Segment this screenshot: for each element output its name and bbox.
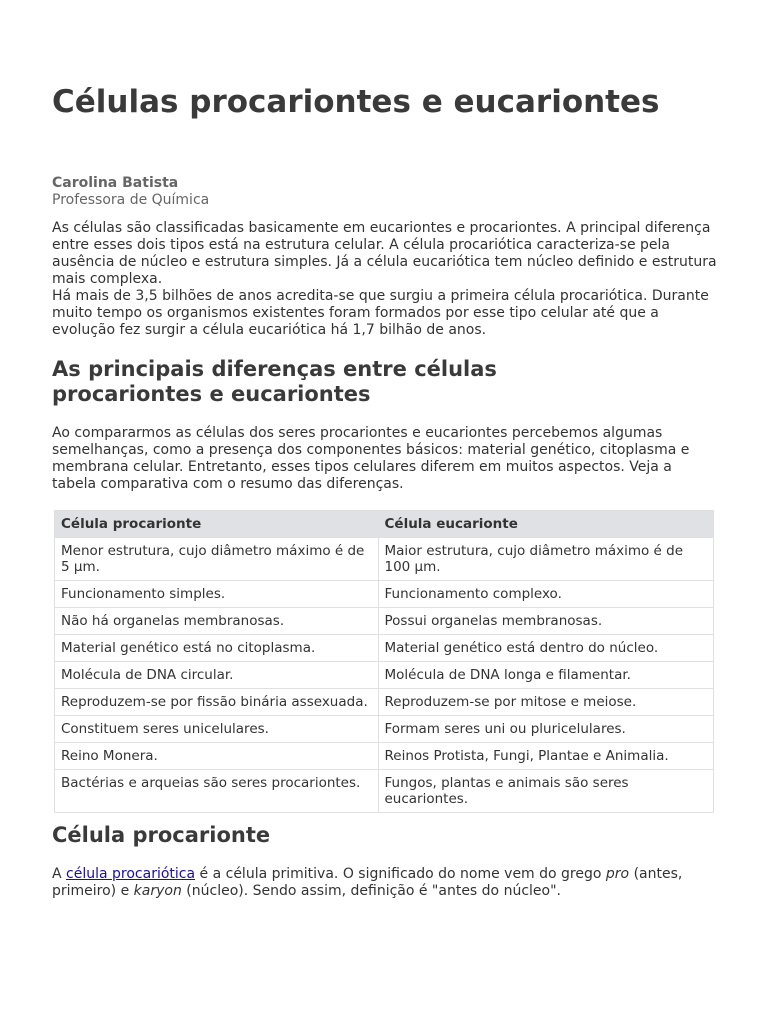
intro-text (52, 220, 720, 339)
page-title: Células procariontes e eucariontes (52, 84, 660, 120)
table-cell-prokaryote: Não há organelas membranosas. (55, 608, 379, 635)
table-cell-prokaryote: Bactérias e arqueias são seres procariontes. (55, 770, 379, 813)
table-cell-eukaryote: Reproduzem-se por mitose e meiose. (378, 689, 714, 716)
table-row (55, 716, 714, 743)
table-cell-eukaryote: Reinos Protista, Fungi, Plantae e Animalia. (378, 743, 714, 770)
table-header-row (55, 511, 714, 538)
text-part-2: (antes, primeiro) e (52, 866, 683, 899)
author-name: Carolina Batista (52, 175, 179, 191)
table-cell-prokaryote: Funcionamento simples. (55, 581, 379, 608)
table-cell-eukaryote: Molécula de DNA longa e filamentar. (378, 662, 714, 689)
table-cell-eukaryote: Material genético está dentro do núcleo. (378, 635, 714, 662)
table-row (55, 689, 714, 716)
intro-paragraph-1: As células são classificadas basicamente em eucariontes e procariontes. A principal diferença entre esses dois tipos está na estrutura celular. A célula procariótica caracteriza-se pela ausência de núcleo e estrutura simples. Já a célula eucariótica tem núcleo definido e estrutura mais complexa. (52, 220, 717, 287)
table-cell-eukaryote: Formam seres uni ou pluricelulares. (378, 716, 714, 743)
table-cell-prokaryote: Menor estrutura, cujo diâmetro máximo é de 5 µm. (55, 538, 379, 581)
author-block (52, 175, 209, 209)
text-part-3: (núcleo). Sendo assim, definição é "antes do núcleo". (181, 883, 561, 899)
table-row (55, 635, 714, 662)
table-cell-eukaryote: Possui organelas membranosas. (378, 608, 714, 635)
table-row (55, 581, 714, 608)
comparison-table (54, 510, 714, 813)
text-prefix: A (52, 866, 67, 882)
author-role: Professora de Química (52, 192, 210, 208)
table-cell-prokaryote: Material genético está no citoplasma. (55, 635, 379, 662)
text-italic-karyon: karyon (133, 883, 182, 899)
section-heading-differences: As principais diferenças entre células procariontes e eucariontes (52, 357, 497, 406)
table-body (55, 538, 714, 813)
intro-paragraph-2: Há mais de 3,5 bilhões de anos acredita-se que surgiu a primeira célula procariótica. Durante muito tempo os organismos existentes foram formados por esse tipo celular até que a evolução fez surgir a célula eucariótica há 1,7 bilhão de anos. (52, 288, 709, 338)
table-cell-prokaryote: Constituem seres unicelulares. (55, 716, 379, 743)
table-row (55, 608, 714, 635)
table-cell-eukaryote: Fungos, plantas e animais são seres eucariontes. (378, 770, 714, 813)
table-row (55, 770, 714, 813)
celula-procariotica-link[interactable]: célula procariótica (66, 866, 196, 882)
text-part-1: é a célula primitiva. O significado do nome vem do grego (195, 866, 606, 882)
section-heading-prokaryote: Célula procarionte (52, 823, 271, 847)
text-italic-pro: pro (605, 866, 630, 882)
table-cell-prokaryote: Reino Monera. (55, 743, 379, 770)
table-cell-prokaryote: Molécula de DNA circular. (55, 662, 379, 689)
table-row (55, 538, 714, 581)
table-row (55, 662, 714, 689)
table-header-eukaryote: Célula eucarionte (378, 511, 714, 538)
table-cell-eukaryote: Maior estrutura, cujo diâmetro máximo é de 100 µm. (378, 538, 714, 581)
section-prokaryote-text (52, 866, 712, 900)
table-header-prokaryote: Célula procarionte (55, 511, 379, 538)
table-row (55, 743, 714, 770)
table-cell-prokaryote: Reproduzem-se por fissão binária assexuada. (55, 689, 379, 716)
section-differences-text: Ao compararmos as células dos seres procariontes e eucariontes percebemos algumas semelhanças, como a presença dos componentes básicos: material genético, citoplasma e membrana celular. Entretanto, esses tipos celulares diferem em muitos aspectos. Veja a tabela comparativa com o resumo das diferenças. (52, 425, 690, 492)
table-cell-eukaryote: Funcionamento complexo. (378, 581, 714, 608)
